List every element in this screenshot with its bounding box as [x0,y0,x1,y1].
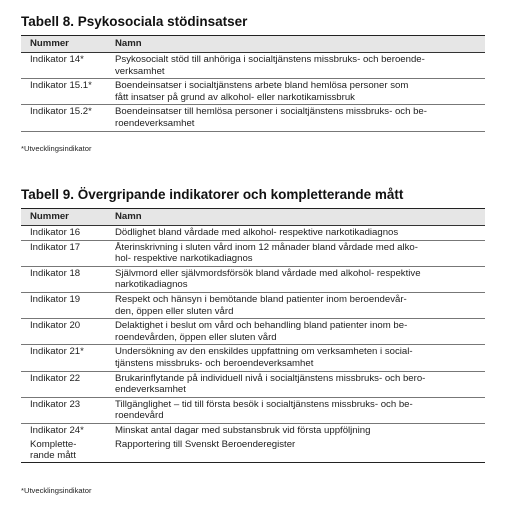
table-8-header [21,36,485,53]
row-number: Indikator 19 [30,293,81,305]
row-number: Indikator 21* [30,346,84,358]
table-row [21,53,485,79]
table-row [21,398,485,424]
row-name: Respekt och hänsyn i bemötande bland patienter inom beroendevår- den, öppen eller sluten vård [115,293,407,317]
table-row [21,241,485,267]
table-8-header-number: Nummer [30,38,69,49]
row-name: Brukarinflytande på individuell nivå i socialtjänstens missbruks- och bero- endeverksamhet [115,372,426,396]
table-9-footnote: *Utvecklingsindikator [21,486,92,495]
row-number: Indikator 20 [30,320,81,332]
row-name: Återinskrivning i sluten vård inom 12 månader bland vårdade med alko- hol- respektive narkotikadiagnos [115,241,418,265]
row-name: Minskat antal dagar med substansbruk vid första uppföljning [115,424,371,436]
table-8-body [21,53,485,132]
row-name: Psykosocialt stöd till anhöriga i socialtjänstens missbruks- och beroende- verksamhet [115,54,425,77]
row-number: Indikator 17 [30,241,81,253]
row-number: Indikator 15.1* [30,80,92,92]
row-name: Rapportering till Svenskt Beroenderegister [115,438,296,450]
row-name: Delaktighet i beslut om vård och behandling bland patienter inom be- roendevården, öppen eller sluten vård [115,320,408,343]
table-8-footnote: *Utvecklingsindikator [21,144,92,153]
row-number: Indikator 18 [30,267,81,279]
table-8-header-name: Namn [115,38,142,49]
row-name: Dödlighet bland vårdade med alkohol- respektive narkotikadiagnos [115,227,399,238]
row-name: Boendeinsatser till hemlösa personer i socialtjänstens missbruks- och be- roendeverksamhet [115,106,427,129]
table-row [21,319,485,345]
table-9-header [21,209,485,226]
row-name: Boendeinsatser i socialtjänstens arbete bland hemlösa personer som fått insatser på grund av alkohol- eller narkotikamissbruk [115,80,409,103]
table-row [21,345,485,371]
table-row [21,267,485,293]
row-number: Indikator 15.2* [30,106,92,118]
table-row [21,424,485,438]
table-9-body [21,226,485,463]
row-name: Undersökning av den enskildes uppfattning om verksamheten i social- tjänstens missbruks- och beroendeverksamhet [115,346,413,369]
row-number: Indikator 24* [30,424,84,436]
table-row [21,293,485,319]
row-number: Komplette- rande mått [30,438,77,462]
table-row [21,105,485,131]
row-number: Indikator 22 [30,372,81,384]
table-9-header-number: Nummer [30,211,69,222]
table-9-title: Tabell 9. Övergripande indikatorer och kompletterande mått [21,187,404,202]
table-row [21,438,485,463]
table-row [21,79,485,105]
table-row [21,226,485,241]
row-name: Självmord eller självmordsförsök bland vårdade med alkohol- respektive narkotikadiagnos [115,267,421,291]
table-row [21,372,485,398]
table-9-header-name: Namn [115,211,142,222]
row-name: Tillgänglighet – tid till första besök i socialtjänstens missbruks- och be- roendevård [115,398,413,422]
row-number: Indikator 14* [30,54,84,65]
table-8-title: Tabell 8. Psykosociala stödinsatser [21,14,248,29]
row-number: Indikator 23 [30,398,81,410]
row-number: Indikator 16 [30,227,81,238]
